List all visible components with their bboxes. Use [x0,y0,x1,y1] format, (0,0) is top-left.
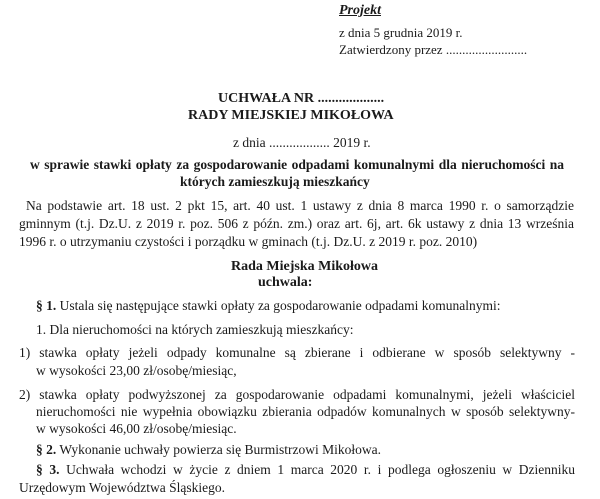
resolution-date: z dnia .................. 2019 r. [233,135,371,150]
header-date: z dnia 5 grudnia 2019 r. [339,25,463,40]
subject-line-1: w sprawie stawki opłaty za gospodarowanie odpadami komunalnymi dla nieruchomości na [30,157,564,172]
item-1-line-2: w wysokości 23,00 zł/osobę/miesiąc, [36,363,237,378]
section-3-text: Uchwała wchodzi w życie z dniem 1 marca 2020 r. i podlega ogłoszeniu w Dzienniku [66,462,576,477]
council-resolves: uchwala: [258,275,313,290]
item-1-line-1: 1) stawka opłaty jeżeli odpady komunalne są zbierane i odbierane w sposób selektywny - [19,345,575,360]
council-name-title: RADY MIEJSKIEJ MIKOŁOWA [188,108,394,123]
project-label: Projekt [339,3,381,18]
section-3-line-1 [36,462,575,478]
item-2-line-1: 2) stawka opłaty podwyższonej za gospodarowanie odpadami komunalnymi, jeżeli właściciel [19,387,575,402]
item-2-line-3: w wysokości 46,00 zł/osobę/miesiąc. [36,421,237,436]
legal-basis-line-3: 1996 r. o utrzymaniu czystości i porządku w gminach (t.j. Dz.U. z 2019 r. poz. 2010) [19,234,478,249]
section-3-line-2: Urzędowym Województwa Śląskiego. [19,480,225,495]
section-1-point-1: 1. Dla nieruchomości na których zamieszkują mieszkańcy: [36,322,354,337]
section-2-marker: § 2. [36,442,57,457]
legal-basis-line-2: gminnym (t.j. Dz.U. z 2019 r. poz. 506 z późn. zm.) oraz art. 6j, art. 6k ustawy z dnia 13 września [19,216,574,231]
section-2-text: Wykonanie uchwały powierza się Burmistrzowi Mikołowa. [59,442,381,457]
subject-line-2: których zamieszkują mieszkańcy [180,174,370,189]
approved-by: Zatwierdzony przez ......................... [339,42,528,57]
council-name: Rada Miejska Mikołowa [231,259,378,274]
section-2 [36,442,381,458]
section-1-text: Ustala się następujące stawki opłaty za gospodarowanie odpadami komunalnymi: [59,298,501,313]
legal-basis-line-1: Na podstawie art. 18 ust. 2 pkt 15, art. 40 ust. 1 ustawy z dnia 8 marca 1990 r. o samorządzie [26,198,574,213]
section-3-marker: § 3. [36,462,60,477]
resolution-number: UCHWAŁA NR ................... [218,91,385,106]
section-1 [36,298,501,314]
section-1-marker: § 1. [36,298,57,313]
item-2-line-2: nieruchomości nie wypełnia obowiązku zbierania odpadów komunalnych w sposób selektywny- [36,404,575,419]
